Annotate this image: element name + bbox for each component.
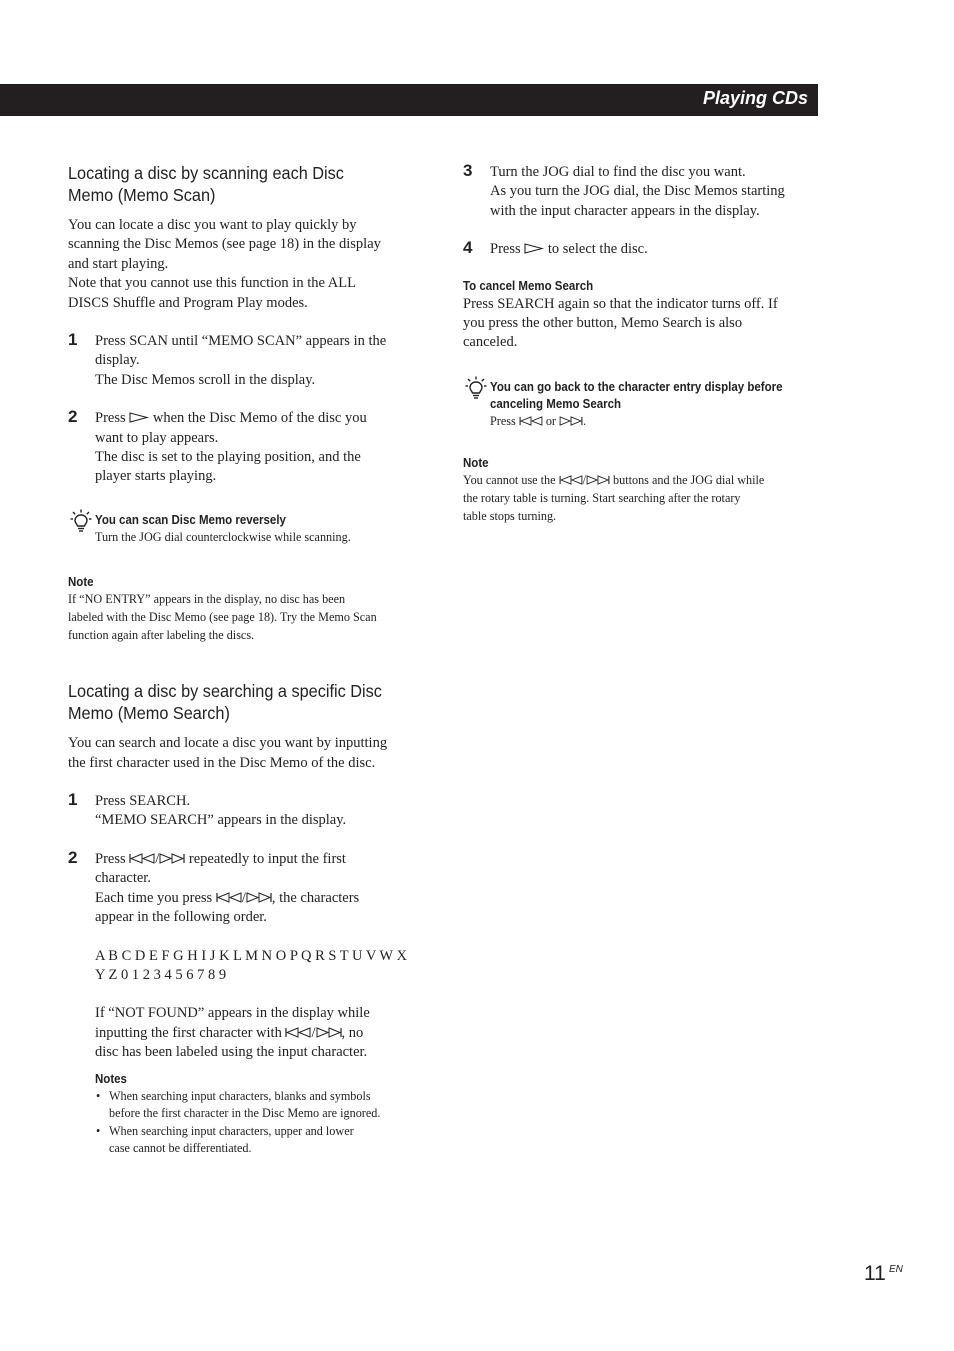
text-line: DISCS Shuffle and Program Play modes.	[68, 294, 308, 311]
step-number: 3	[463, 161, 473, 180]
tip-title: You can scan Disc Memo reversely	[95, 512, 286, 527]
heading-line: Memo (Memo Search)	[68, 703, 230, 724]
text-line: and start playing.	[68, 255, 169, 272]
text-line	[95, 850, 424, 869]
text-line: function again after labeling the discs.	[68, 627, 255, 642]
text-line: Note that you cannot use this function in the ALL	[68, 275, 356, 292]
text-line: scanning the Disc Memos (see page 18) in the display	[68, 236, 381, 253]
step-number: 1	[68, 330, 78, 350]
text-line: player starts playing.	[95, 468, 217, 485]
list-item	[95, 1123, 424, 1158]
text-line: Turn the JOG dial to find the disc you want.	[490, 164, 746, 180]
text-line: want to play appears.	[95, 429, 219, 446]
section-title: Playing CDs	[702, 88, 808, 108]
tip-lightbulb-icon	[70, 509, 92, 533]
text-line: labeled with the Disc Memo (see page 18). Try the Memo Scan	[68, 610, 377, 625]
step-1-search	[68, 792, 424, 831]
step-1-scan	[68, 332, 424, 390]
text-fragment: when the Disc Memo of the disc you	[152, 410, 367, 427]
note-jog-dial	[463, 455, 819, 525]
step-4-select	[463, 240, 819, 259]
text-fragment: Press	[95, 850, 126, 867]
text-line: If “NO ENTRY” appears in the display, no disc has been	[68, 592, 346, 607]
text-fragment: , no	[341, 1024, 364, 1041]
notes-title: Notes	[95, 1071, 127, 1086]
note-title: Note	[463, 456, 489, 471]
text-line: You can search and locate a disc you want by inputting	[68, 735, 388, 752]
prev-track-icon	[519, 416, 543, 426]
note-title: Note	[68, 575, 94, 590]
character-order-line: A B C D E F G H I J K L M N O P Q R S T U V W X	[95, 947, 407, 964]
text-line: You can locate a disc you want to play quickly by	[68, 217, 357, 233]
left-column	[68, 162, 424, 1158]
tip-title: You can go back to the character entry display before	[490, 379, 783, 394]
tip-lightbulb-icon	[465, 376, 487, 400]
notes-list	[95, 1088, 424, 1158]
text-line: If “NOT FOUND” appears in the display while	[95, 1005, 370, 1022]
text-line: the rotary table is turning. Start searching after the rotary	[463, 491, 741, 506]
search-intro	[68, 734, 424, 773]
text-line: you press the other button, Memo Search is also	[463, 315, 743, 332]
text-line: canceled.	[463, 334, 518, 351]
cancel-memo-search	[463, 278, 819, 353]
text-line	[463, 472, 819, 490]
slash: /	[241, 889, 246, 906]
tip-go-back	[463, 379, 819, 431]
intro-paragraph	[68, 216, 424, 313]
tip-title: canceling Memo Search	[490, 396, 622, 411]
prev-track-icon	[216, 892, 242, 903]
step-number: 2	[68, 847, 78, 867]
slash: /	[582, 473, 586, 488]
page-number: 11	[864, 1262, 886, 1285]
heading-line: Memo (Memo Scan)	[68, 185, 216, 205]
play-icon	[524, 243, 544, 254]
text-fragment: to select the disc.	[547, 241, 648, 258]
text-fragment: Press	[490, 241, 521, 258]
text-line: The Disc Memos scroll in the display.	[95, 371, 316, 388]
heading-line: Locating a disc by searching a specific Disc	[68, 681, 382, 702]
slash: /	[155, 850, 160, 867]
text-line: character.	[95, 870, 151, 887]
text-fragment: repeatedly to input the first	[188, 850, 346, 867]
right-column	[463, 162, 819, 525]
text-line: case cannot be differentiated.	[109, 1141, 252, 1156]
next-track-icon	[586, 475, 610, 485]
cancel-title: To cancel Memo Search	[463, 278, 594, 293]
text-line: before the first character in the Disc Memo are ignored.	[109, 1106, 381, 1121]
text-line: display.	[95, 352, 140, 369]
text-line: appear in the following order.	[95, 909, 267, 926]
prev-track-icon	[129, 853, 155, 864]
play-icon	[129, 412, 149, 423]
bullet-marker: •	[96, 1088, 101, 1103]
text-fragment: or	[545, 413, 556, 428]
prev-track-icon	[559, 475, 583, 485]
text-fragment: You cannot use the	[463, 473, 556, 488]
text-line: disc has been labeled using the input character.	[95, 1044, 368, 1061]
text-fragment: Each time you press	[95, 889, 213, 906]
text-line: Press SEARCH.	[95, 793, 191, 810]
text-line	[95, 889, 424, 908]
text-fragment: buttons and the JOG dial while	[613, 473, 765, 488]
note-memo-scan	[68, 574, 424, 644]
next-track-icon	[316, 1027, 342, 1038]
text-line: the first character used in the Disc Memo of the disc.	[68, 754, 376, 771]
text-line: “MEMO SEARCH” appears in the display.	[95, 812, 347, 829]
step-number: 2	[68, 407, 78, 427]
heading-memo-scan	[68, 162, 421, 206]
step-number: 1	[68, 790, 78, 810]
list-item	[95, 1088, 424, 1123]
character-order-line: Y Z 0 1 2 3 4 5 6 7 8 9	[95, 966, 227, 983]
next-track-icon	[159, 853, 185, 864]
step-2-input	[68, 847, 424, 1158]
text-line: The disc is set to the playing position, and the	[95, 449, 361, 466]
text-fragment: inputting the first character with	[95, 1024, 282, 1041]
text-line: table stops turning.	[463, 508, 557, 523]
page-language: EN	[889, 1264, 903, 1275]
heading-memo-search	[68, 680, 421, 724]
text-fragment: .	[583, 413, 587, 428]
text-line: Press SEARCH again so that the indicator turns off. If	[463, 295, 778, 312]
text-fragment: Press	[490, 413, 516, 428]
tip-scan-reversely	[68, 512, 424, 547]
text-fragment: Press	[95, 410, 126, 427]
bullet-marker: •	[96, 1123, 101, 1138]
next-track-icon	[246, 892, 272, 903]
tip-text: Turn the JOG dial counterclockwise while scanning.	[95, 529, 351, 544]
tip-text	[490, 413, 819, 431]
text-fragment: , the characters	[271, 889, 360, 906]
text-line	[490, 240, 819, 259]
text-line: When searching input characters, upper and lower	[109, 1123, 354, 1138]
slash: /	[311, 1024, 316, 1041]
text-line	[95, 409, 424, 428]
heading-line: Locating a disc by scanning each Disc	[68, 163, 344, 183]
step-number: 4	[463, 238, 473, 258]
section-banner	[0, 84, 818, 116]
text-line: When searching input characters, blanks and symbols	[109, 1088, 371, 1103]
prev-track-icon	[285, 1027, 311, 1038]
text-line	[95, 1024, 424, 1043]
next-track-icon	[559, 416, 583, 426]
step-2-play	[68, 409, 424, 487]
text-line: As you turn the JOG dial, the Disc Memos starting	[490, 183, 785, 200]
text-line: with the input character appears in the display.	[490, 202, 760, 219]
text-line: Press SCAN until “MEMO SCAN” appears in the	[95, 333, 387, 350]
step-3-jog	[463, 163, 819, 221]
notes-memo-search	[95, 1071, 424, 1158]
